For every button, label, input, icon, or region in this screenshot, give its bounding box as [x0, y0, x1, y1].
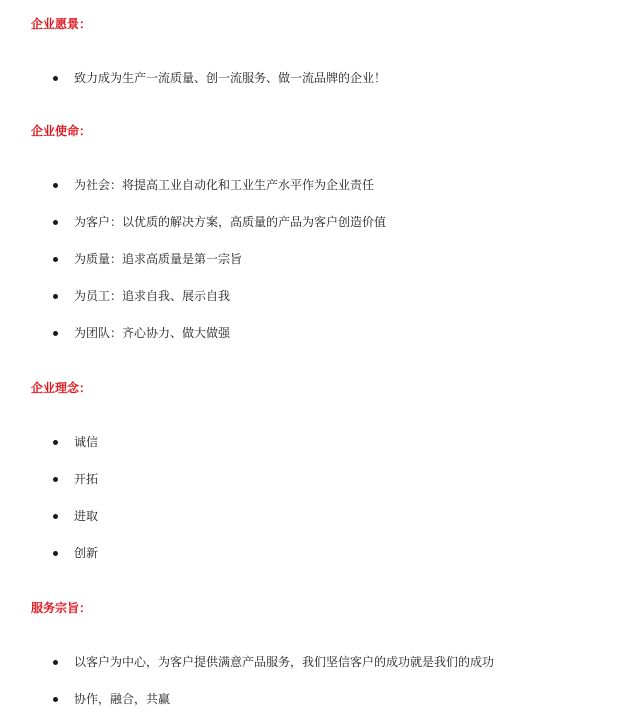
section-heading-vision: 企业愿景： — [31, 17, 92, 31]
bullet-icon — [53, 551, 58, 556]
list-item-text: 为团队：齐心协力、做大做强 — [74, 326, 231, 340]
list-item-text: 致力成为生产一流质量、创一流服务、做一流品牌的企业！ — [74, 71, 387, 85]
bullet-icon — [53, 477, 58, 482]
bullet-icon — [53, 76, 58, 81]
bullet-icon — [53, 220, 58, 225]
bullet-icon — [53, 257, 58, 262]
section-heading-service: 服务宗旨： — [31, 601, 92, 615]
bullet-icon — [53, 697, 58, 702]
bullet-icon — [53, 514, 58, 519]
list-item-text: 为质量：追求高质量是第一宗旨 — [74, 252, 243, 266]
bullet-icon — [53, 660, 58, 665]
list-item-text: 协作，融合，共赢 — [74, 692, 171, 706]
list-item-text: 为客户：以优质的解决方案，高质量的产品为客户创造价值 — [74, 215, 387, 229]
bullet-icon — [53, 294, 58, 299]
list-item-text: 诚信 — [74, 435, 99, 449]
list-item-text: 以客户为中心，为客户提供满意产品服务，我们坚信客户的成功就是我们的成功 — [74, 655, 495, 669]
bullet-icon — [53, 440, 58, 445]
section-heading-mission: 企业使命： — [31, 124, 92, 138]
list-item-text: 创新 — [74, 546, 99, 560]
list-item-text: 进取 — [74, 509, 99, 523]
bullet-icon — [53, 183, 58, 188]
list-item-text: 为员工：追求自我、展示自我 — [74, 289, 231, 303]
list-item-text: 为社会：将提高工业自动化和工业生产水平作为企业责任 — [74, 178, 375, 192]
section-heading-philosophy: 企业理念： — [31, 381, 92, 395]
list-item-text: 开拓 — [74, 472, 99, 486]
bullet-icon — [53, 331, 58, 336]
